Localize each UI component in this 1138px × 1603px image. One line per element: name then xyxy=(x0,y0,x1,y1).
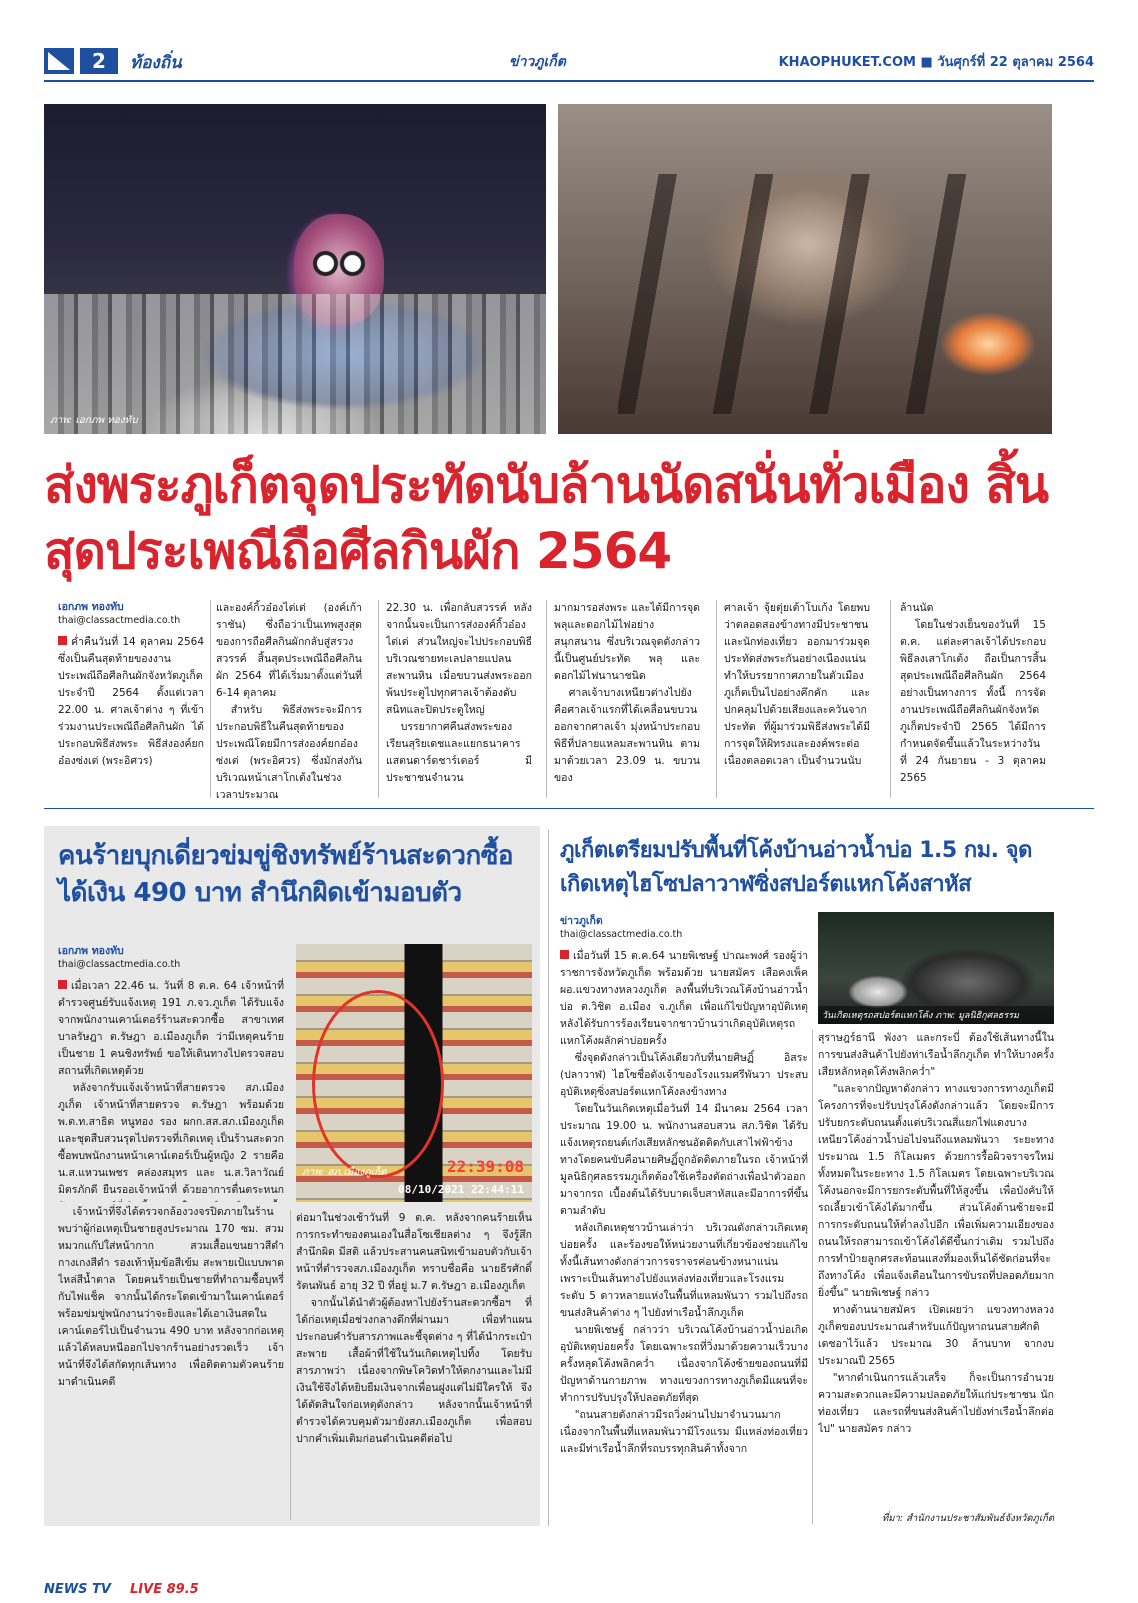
column-divider xyxy=(812,1030,813,1524)
section-rule xyxy=(44,808,1094,809)
story3-paragraph: หลังเกิดเหตุชาวบ้านเล่าว่า บริเวณดังกล่าวเกิดเหตุบ่อยครั้ง และร้องขอให้หน่วยงานที่เกี่ยวข้องช่วยแก้ไข ทั้งนี้เส้นทางดังกล่าวการจราจรค่อนข้างหนาแน่น เพราะเป็นเส้นทางไปยังแหล่งท่องเที่ยวและโรงแรมระดับ 5 ดาวหลายแห่งในพื้นที่แหลมพันวา รวมไปถึงรถขนส่งสินค้าต่าง ๆ ไปยังท่าเรือน้ำลึกภูเก็ต xyxy=(560,1222,808,1319)
bullet-square-icon xyxy=(58,636,67,645)
main-headline: ส่งพระภูเก็ตจุดประทัดนับล้านนัดสนั่นทั่วเมือง สิ้นสุดประเพณีถือศีลกินผัก 2564 xyxy=(44,456,1049,580)
column-divider xyxy=(890,600,891,798)
story3-paragraph: "หากดำเนินการแล้วเสร็จ ก็จะเป็นการอำนวยความสะดวกและมีความปลอดภัยให้แก่ประชาชน นักท่องเที่ยว และรถที่ขนส่งสินค้าไปยังท่าเรือน้ำลึกต่อไป" นายสมัคร กล่าว xyxy=(818,1372,1054,1435)
bullet-square-icon xyxy=(58,980,67,989)
story1-paragraph: โดยในช่วงเย็นของวันที่ 15 ต.ค. แต่ละศาลเจ้าได้ประกอบพิธีลงเสาโกเต้ง ถือเป็นการสิ้นสุดประเพณีถือศีลกินผัก 2564 อย่างเป็นทางการ ทั้งนี้ การจัดงานประเพณีถือศีลกินผักจังหวัดภูเก็ตประจำปี 2565 ได้มีการกำหนดจัดขึ้นแล้วในระหว่างวันที่ 24 กันยายน - 3 ตุลาคม 2565 xyxy=(900,619,1046,784)
header-rule xyxy=(44,80,1094,82)
story2-paragraph: เมื่อเวลา 22.46 น. วันที่ 8 ต.ค. 64 เจ้าหน้าที่ตำรวจศูนย์รับแจ้งเหตุ 191 ภ.จว.ภูเก็ต ได้รับแจ้งจากพนักงานเคาน์เตอร์ร้านสะดวกซื้อ สาขาเทศบาลรัษฎา ต.รัษฎา อ.เมืองภูเก็ต ว่ามีเหตุคนร้ายเป็นชาย 1 คนชิงทรัพย์ ขอให้เดินทางไปตรวจสอบสถานที่เกิดเหตุด้วย xyxy=(58,980,284,1077)
story2-paragraph: หลังจากรับแจ้งเจ้าหน้าที่สายตรวจ สภ.เมืองภูเก็ต เจ้าหน้าที่สายตรวจ ต.รัษฎา พร้อมด้วย พ.ต.ท.สาธิต หนูทอง รอง ผกก.สส.สภ.เมืองภูเก็ต และชุดสืบสวนรุดไปตรวจที่เกิดเหตุ เป็นร้านสะดวกซื้อพบพนักงานหน้าเคาน์เตอร์เป็นผู้หญิง 2 รายคือ น.ส.แหวนเพชร คล่องสมุทร และ น.ส.วิลาวัณย์ มิตรภักดี ยืนรออเจ้าหน้าที่ ด้วยอาการตื่นตระหนก xyxy=(58,1082,284,1196)
story3-paragraph: "และจากปัญหาดังกล่าว ทางแขวงการทางภูเก็ตมีโครงการที่จะปรับปรุงโค้งดังกล่าวแล้ว โดยจะมีการปรับยกระดับถนนตั้งแต่บริเวณสี่แยกไฟแดงบางเหนียวโค้งอ่าวน้ำบ่อไปจนถึงแหลมพันวา ระยะทางประมาณ 1.5 กิโลเมตร ด้วยการรื้อผิวจราจรใหม่ทั้งหมดในระยะทาง 1.5 กิโลเมตร โดยเฉพาะบริเวณโค้งนอกจะมีการยกระดับพื้นที่ให้สูงขึ้น เพื่อบังคับให้รถเลี้ยวเข้าโค้งได้มากขึ้น ส่วนโค้งด้านซ้ายจะมีการกระดับถนนให้ต่ำลงไปอีก เพื่อเพิ่มความเอียงของถนนให้รถสามารถเข้าโค้งได้ดีขึ้นกว่าเดิม รวมไปถึงการทำป้ายลูกศรสะท้อนแสงที่มองเห็นได้ชัดก่อนที่จะถึงทางโค้ง เพื่อแจ้งเตือนในการขับรถที่ปลอดภัยมากยิ่งขึ้น" นายพิเชษฐ์ กล่าว xyxy=(818,1083,1054,1299)
photo-cctv-suspect xyxy=(296,944,532,1202)
story3-col-a xyxy=(560,914,808,1526)
column-divider xyxy=(290,1210,291,1520)
procession-figures xyxy=(618,174,998,414)
cctv-time: 22:39:08 xyxy=(446,1157,524,1176)
site-name[interactable]: KHAOPHUKET.COM xyxy=(778,55,916,70)
masthead-logo: ข่าวภูเก็ต xyxy=(509,54,566,70)
story1-paragraph: ศาลเจ้า จุ้ยตุ่ยเต้าโบเก้ง โดยพบว่าตลอดสองข้างทางมีประชาชนและนักท่องเที่ยว ออกมาร่วมจุดประทัดส่งพระกันอย่างเนืองแน่นทำให้บรรยากาศภายในตัวเมืองภูเก็ตเป็นไปอย่างคึกคัก และปกคลุมไปด้วยเสียงและควันจากประทัด ที่ผู้มาร่วมพิธีส่งพระได้มีการจุดให้ฝ้ทรงและองค์พระต่อเนื่องตลอดเวลา เป็นจำนวนนับ xyxy=(724,602,870,767)
story2-paragraph: ต่อมาในช่วงเช้าวันที่ 9 ต.ค. หลังจากคนร้ายเห็นการกระทำของตนเองในสื่อโซเชียลต่าง ๆ จึงรู้สึกสำนึกผิด มีสติ แล้วประสานคนสนิทเข้ามอบตัวกับเจ้าหน้าที่ตำรวจสภ.เมืองภูเก็ต ทราบชื่อคือ นายธีรศักดิ์ รัตนพันธ์ อายุ 32 ปี ที่อยู่ ม.7 ต.รัษฎา อ.เมืองภูเก็ต xyxy=(296,1212,532,1292)
byline-email[interactable]: thai@classactmedia.co.th xyxy=(560,929,683,940)
story3-paragraph: "ถนนสายดังกล่าวมีรถวิ่งผ่านไปมาจำนวนมาก เนื่องจากในพื้นที่แหลมพันวามีโรงแรม มีแหล่งท่องเที่ยว และมีท่าเรือน้ำลึกที่รถบรรทุกสินค้าทั้งจาก xyxy=(560,1409,808,1455)
story1-col-2 xyxy=(216,600,362,800)
story1-paragraph: บรรยากาศคืนส่งพระของเรียนสุริยเดชและแยกธนาคารแสตนดาร์ดชาร์เตอร์ มีประชาชนจำนวน xyxy=(386,721,532,784)
byline-email[interactable]: thai@classactmedia.co.th xyxy=(58,615,181,626)
story1-paragraph: และองค์กิ้วอ๋องไต่เต่ (องค์เก้าราชัน) ซึ่งถือว่าเป็นเทพสูงสุดของการถือศีลกินผักกลับสู่สรวงสวรรค์ สิ้นสุดประเพณีถือศีลกินผัก 2564 ที่ได้เริ่มมาตั้งแต่วันที่ 6-14 ตุลาคม xyxy=(216,602,362,699)
column-divider xyxy=(210,600,211,798)
square-divider-icon: ■ xyxy=(920,55,938,70)
story1-col-6 xyxy=(900,600,1046,800)
story1-paragraph: สำหรับ พิธีส่งพระจะมีการประกอบพิธีในคืนสุดท้ายของประเพณีโดยมีการส่งองค์ยกอ๋องซ่งเต่ (พระอิศวร) ซึ่งมักส่งกันบริเวณหน้าเสาโกเต้งในช่วงเวลาประมาณ xyxy=(216,704,362,800)
story2-headline: คนร้ายบุกเดี่ยวข่มขู่ชิงทรัพย์ร้านสะดวกซื้อ ได้เงิน 490 บาท สำนึกผิดเข้ามอบตัว xyxy=(58,841,513,908)
story3-paragraph: ซึ่งจุดดังกล่าวเป็นโค้งเดียวกับที่นายศิษฏิ์ อิสระ (ปลาวาฬ) ไฮโซชื่อดังเจ้าของโรงแรมศรีพันวา ประสบอุบัติเหตุซิ่งสปอร์ตแหกโค้งลงข้างทาง xyxy=(560,1052,808,1098)
byline: เอกภพ ทองทับ xyxy=(58,601,124,613)
story2-col-b xyxy=(296,1210,532,1524)
story1-paragraph: 22.30 น. เพื่อกลับสวรรค์ หลังจากนั้นจะเป็นการส่งองค์กิ้วอ๋องไต่เต่ ส่วนใหญ่จะไปประกอบพิธีบริเวณชายทะเลปลายแปลนสะพานหิน เมื่อขบวนส่งพระออกพ้นประตูไปทุกศาลเจ้าต้องดับสนิทและปิดประตูใหญ่ xyxy=(386,602,532,716)
byline: ข่าวภูเก็ต xyxy=(560,915,603,927)
story2-intro xyxy=(58,944,284,1202)
story1-paragraph: ค่ำคืนวันที่ 14 ตุลาคม 2564 ซึ่งเป็นคืนสุดท้ายของงานประเพณีถือศีลกินผักจังหวัดภูเก็ต ประจำปี 2564 ตั้งแต่เวลา 22.00 น. ศาลเจ้าต่าง ๆ ที่เข้าร่วมงานประเพณีถือศีลกินผัก ได้ประกอบพิธีส่งพระ พิธีส่งองค์ยกอ๋องซ่งเต่ (พระอิศวร) xyxy=(58,636,204,767)
news-tv-logo[interactable]: NEWS TV xyxy=(44,1582,111,1597)
cctv-stamp: 08/10/2021 22:44:11 xyxy=(398,1183,524,1196)
photo-credit: ภาพ: เอกภพ ทองทับ xyxy=(50,415,138,426)
section-title: ท้องถิ่น xyxy=(130,53,182,73)
story1-paragraph: ศาลเจ้าบางเหนียวต่างไปยังคือศาลเจ้าแรกที่ได้เคลื่อนขบวนออกจากศาลเจ้า มุ่งหน้าประกอบพิธีที่ปลายแหลมสะพานหิน ตามมาด้วยเวลา 23.09 น. ขบวนของ xyxy=(554,687,700,784)
story3-col-b xyxy=(818,1030,1054,1510)
photo-caption: วันเกิดเหตุรถสปอร์ตแหกโค้ง ภาพ: มูลนิธิกุศลธรรม xyxy=(818,1006,1054,1024)
story3-paragraph: นายพิเชษฐ์ กล่าวว่า บริเวณโค้งบ้านอ่าวน้ำบ่อเกิดอุบัติเหตุบ่อยครั้ง โดยเฉพาะรถที่วิ่งมาด้วยความเร็วบางครั้งหลุดโค้งพลิกคว่ำ เนื่องจากโค้งซ้ายของถนนที่มีปัญหาด้านกายภาพ ทางแขวงการทางภูเก็ตมีแผนที่จะทำการปรับปรุงให้ปลอดภัยที่สุด xyxy=(560,1324,808,1404)
header-site-date xyxy=(779,51,1094,72)
byline-email[interactable]: thai@classactmedia.co.th xyxy=(58,959,181,970)
page-header xyxy=(44,48,1094,74)
story1-col-4 xyxy=(554,600,700,800)
issue-date: วันศุกร์ที่ 22 ตุลาคม 2564 xyxy=(937,55,1094,70)
source-note: ที่มา: สำนักงานประชาสัมพันธ์จังหวัดภูเก็ต xyxy=(882,1513,1054,1524)
bullet-square-icon xyxy=(560,950,569,959)
story2-paragraph: เจ้าหน้าที่จึงได้ตรวจกล้องวงจรปิดภายในร้าน พบว่าผู้ก่อเหตุเป็นชายสูงประมาณ 170 ซม. สวมหมวกแก๊ปใส่หน้ากาก สวมเสื้อแขนยาวสีดำ กางเกงสีดำ รองเท้าหุ้มข้อสีเข้ม สะพายเป้แบบพาดไหล่สีน้ำตาล โดยคนร้ายเป็นชายที่ทำถามซื้อบุหรี่กับไฟแช็ค จากนั้นได้กระโดดเข้ามาในเคาน์เตอร์ พร้อมข่มขู่พนักงานว่าจะยิงและได้เอาเงินสดในเคาน์เตอร์ไปเป็นจำนวน 490 บาท หลังจากก่อเหตุแล้วได้หลบหนีออกไปจากร้านอย่างรวดเร็ว เจ้าหน้าที่จึงได้สกัดทุกเส้นทาง เพื่อติดตามตัวคนร้ายมาดำเนินคดี xyxy=(58,1206,284,1388)
highlight-circle xyxy=(312,990,444,1178)
footer-logos xyxy=(44,1578,213,1598)
story1-col-1 xyxy=(58,600,204,800)
story3-paragraph: สุราษฎร์ธานี พังงา และกระบี่ ต้องใช้เส้นทางนี้ในการขนส่งสินค้าไปยังท่าเรือน้ำลึกภูเก็ต ทำให้บางครั้งเสียหลักหลุดโค้งพลิกคว่ำ" xyxy=(818,1032,1054,1078)
story3-paragraph: โดยในวันเกิดเหตุเมื่อวันที่ 14 มีนาคม 2564 เวลาประมาณ 19.00 น. พนักงานสอบสวน สภ.วิชิต ได้รับแจ้งเหตุรถยนต์เก๋งเสียหลักชนอัดติดกับเสาไฟฟ้าข้างทางโดยคนขับคือนายศิษฏิ์ถูกอัดติดภายในรถ เจ้าหน้าที่มูลนิธิกุศลธรรมภูเก็ตต้องใช้เครื่องตัดถ่างเพื่อนำตัวออกมาจากรถ เบื้องต้นได้รับบาดเจ็บสาหัสและมีอาการที่ขึ้นตามลำดับ xyxy=(560,1103,808,1217)
live-radio-logo[interactable]: LIVE 89.5 xyxy=(130,1582,199,1597)
photo-crashed-sports-car xyxy=(818,912,1054,1024)
story3-paragraph: เมื่อวันที่ 15 ต.ค.64 นายพิเชษฐ์ ปาณะพงศ์ รองผู้ว่าราชการจังหวัดภูเก็ต พร้อมด้วย นายสมัคร เสือคงเพ็ค ผอ.แขวงทางหลวงภูเก็ต ลงพื้นที่บริเวณโค้งบ้านอ่าวน้ำบ่อ ต.วิชิต อ.เมือง จ.ภูเก็ต เพื่อแก้ไขปัญหาอุบัติเหตุ หลังได้รับการร้องเรียนจากชาวบ้านว่าเกิดอุบัติเหตุรถแหกโค้งผลักค่าบ่อยครั้ง xyxy=(560,950,808,1047)
photo-credit: ภาพ: สภ.เมืองภูเก็ต xyxy=(302,1167,387,1178)
story2-paragraph: จากนั้นได้นำตัวผู้ต้องหาไปยังร้านสะดวกซื้อฯ ที่ได้ก่อเหตุเมื่อช่วงกลางดึกที่ผ่านมา เพื่อทำแผนประกอบคำรับสารภาพและชี้จุดต่าง ๆ ที่ได้นำกระเป๋าสะพาย เสื้อผ้าที่ใช้ในวันเกิดเหตุไปทิ้ง โดยรับสารภาพว่า เนื่องจากพิษโควิดทำให้ตกงานและไม่มีเงินใช้จึงได้หยิบยืมเงินจากเพื่อนฝูงแต่ไม่มีใครให้ จึงได้ตัดสินใจก่อเหตุดังกล่าว หลังจากนั้นเจ้าหน้าที่ตำรวจได้ควบคุมตัวมายังสภ.เมืองภูเก็ต เพื่อสอบปากคำเพิ่มเติมก่อนดำเนินคดีต่อไป xyxy=(296,1297,532,1445)
story1-col-3 xyxy=(386,600,532,800)
story3-paragraph: ทางด้านนายสมัคร เปิดเผยว่า แขวงทางหลวงภูเก็ตของบประมาณสำหรับแก้ปัญหาถนนสายศักดิเดชอาไว้แล้ว ประมาณ 30 ล้านบาท จากงบประมาณปี 2565 xyxy=(818,1304,1054,1367)
story3-headline: ภูเก็ตเตรียมปรับพื้นที่โค้งบ้านอ่าวน้ำบ่อ 1.5 กม. จุดเกิดเหตุไฮโซปลาวาฬซิ่งสปอร์ตแหกโค้งสาหัส xyxy=(560,838,1032,897)
story1-paragraph: ล้านนัด xyxy=(900,602,934,614)
photo-firecracker-smoke xyxy=(558,104,1052,434)
column-divider xyxy=(378,600,379,798)
story1-col-5 xyxy=(724,600,870,800)
photo-parade-monkey-mask xyxy=(44,104,546,434)
byline: เอกภพ ทองทับ xyxy=(58,945,124,957)
page-number: 2 xyxy=(80,48,118,74)
brand-corner-icon xyxy=(44,48,74,74)
column-divider xyxy=(716,600,717,798)
story2-col-a xyxy=(58,1204,284,1524)
story-divider xyxy=(548,830,549,1526)
column-divider xyxy=(546,600,547,798)
story1-paragraph: มากมารอส่งพระ และได้มีการจุดพลุและดอกไม้ไฟอย่างสนุกสนาน ซึ่งบริเวณจุดดังกล่าวนี้เป็นศูนย์ประทัด พลุ และดอกไม้ไฟนานาชนิด xyxy=(554,602,700,682)
